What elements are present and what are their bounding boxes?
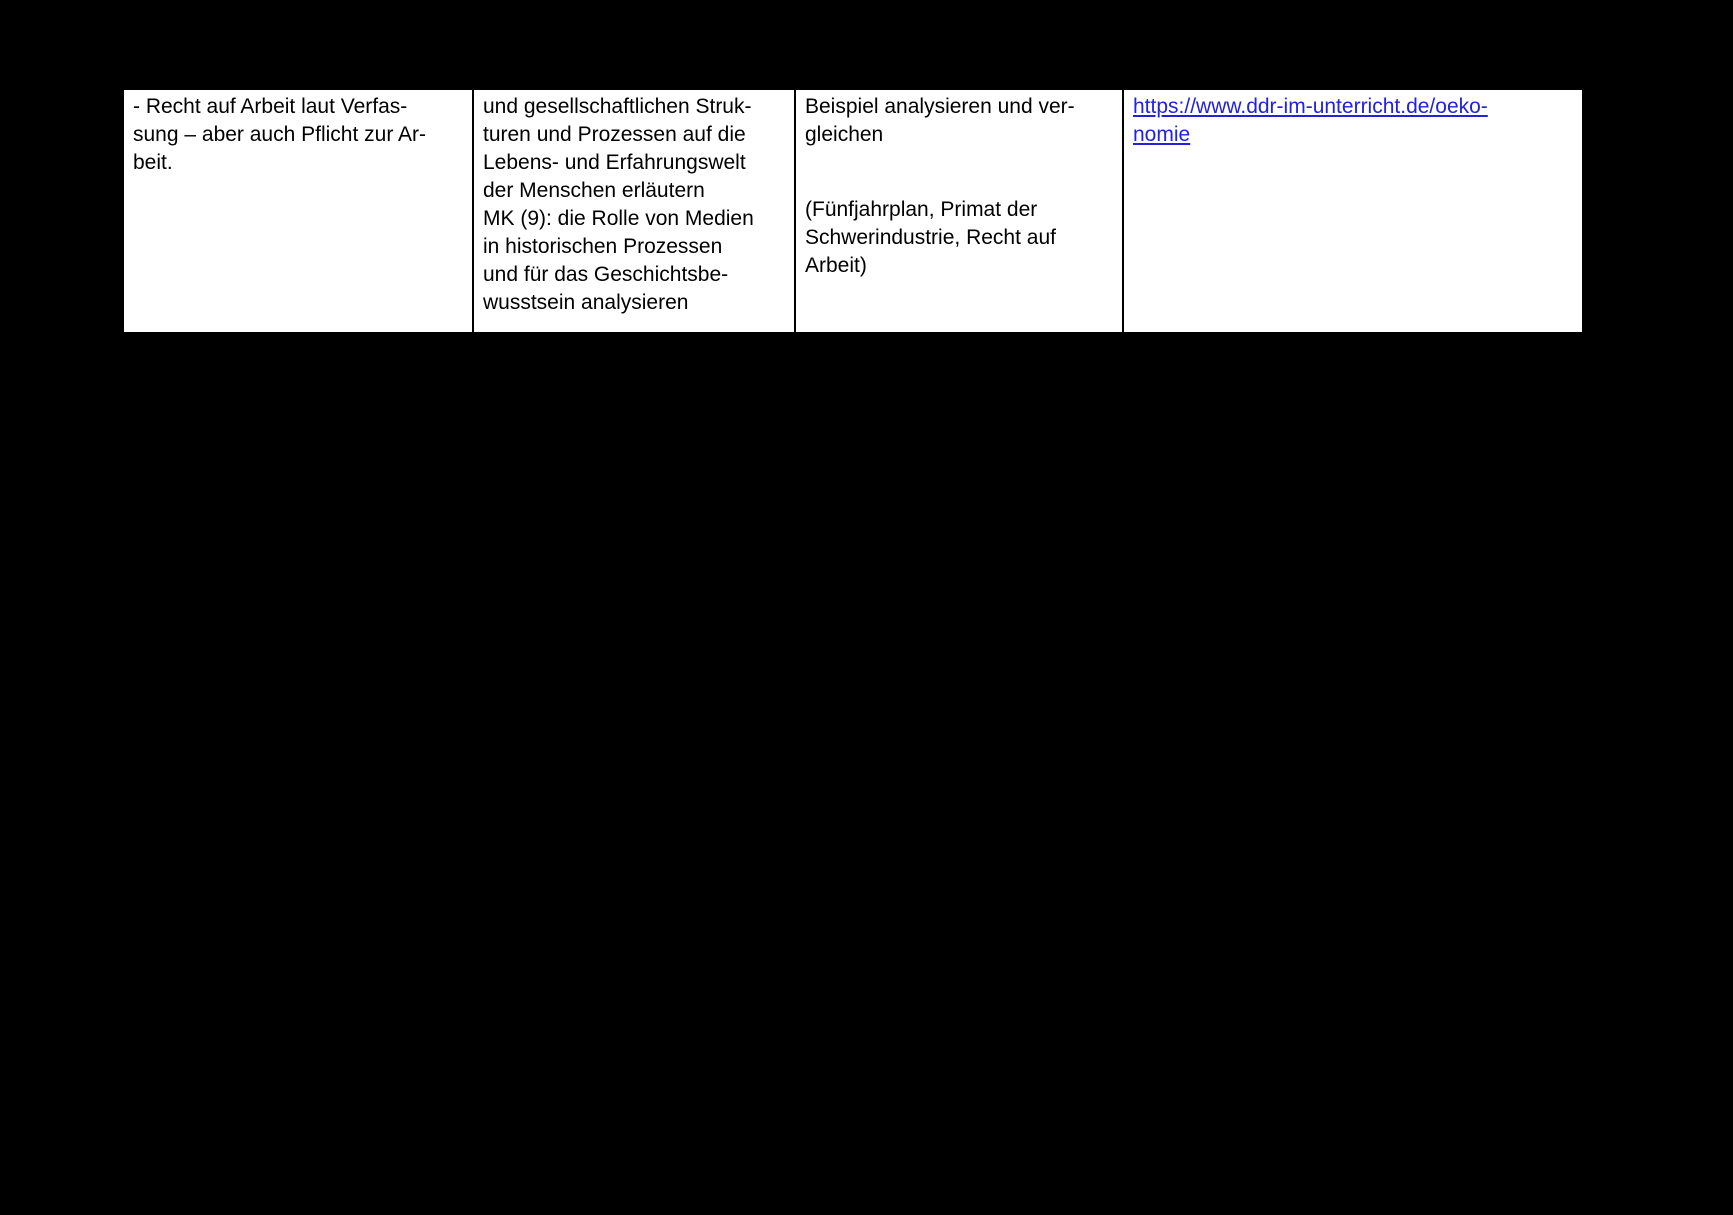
text-line: sung – aber auch Pflicht zur Ar- bbox=[133, 123, 426, 146]
text-line: - Recht auf Arbeit laut Verfas- bbox=[133, 95, 408, 118]
text-line: in historischen Prozessen bbox=[483, 235, 723, 258]
text-line: beit. bbox=[133, 151, 173, 174]
text-line: und für das Geschichtsbe- bbox=[483, 263, 729, 286]
text-line: der Menschen erläutern bbox=[483, 179, 705, 202]
table-cell-beispiele bbox=[796, 90, 1124, 332]
table-cell-material bbox=[1124, 90, 1582, 332]
text-line: und gesellschaftlichen Struk- bbox=[483, 95, 752, 118]
text-line: Lebens- und Erfahrungswelt bbox=[483, 151, 746, 174]
text-line: Beispiel analysieren und ver- bbox=[805, 95, 1075, 118]
external-link[interactable] bbox=[1133, 93, 1574, 149]
text-line: MK (9): die Rolle von Medien bbox=[483, 207, 754, 230]
table-cell-kompetenzen bbox=[474, 90, 796, 332]
text-line: Arbeit) bbox=[805, 254, 867, 277]
curriculum-table bbox=[122, 88, 1584, 334]
table-cell-inhalte bbox=[124, 90, 474, 332]
text-line: turen und Prozessen auf die bbox=[483, 123, 746, 146]
text-line: (Fünfjahrplan, Primat der bbox=[805, 198, 1038, 221]
link-line: https://www.ddr-im-unterricht.de/oeko- bbox=[1133, 95, 1488, 118]
empty-line bbox=[805, 149, 1114, 196]
link-line: nomie bbox=[1133, 123, 1191, 146]
text-line: Schwerindustrie, Recht auf bbox=[805, 226, 1056, 249]
text-line: gleichen bbox=[805, 123, 884, 146]
text-line: wusstsein analysieren bbox=[483, 291, 689, 314]
